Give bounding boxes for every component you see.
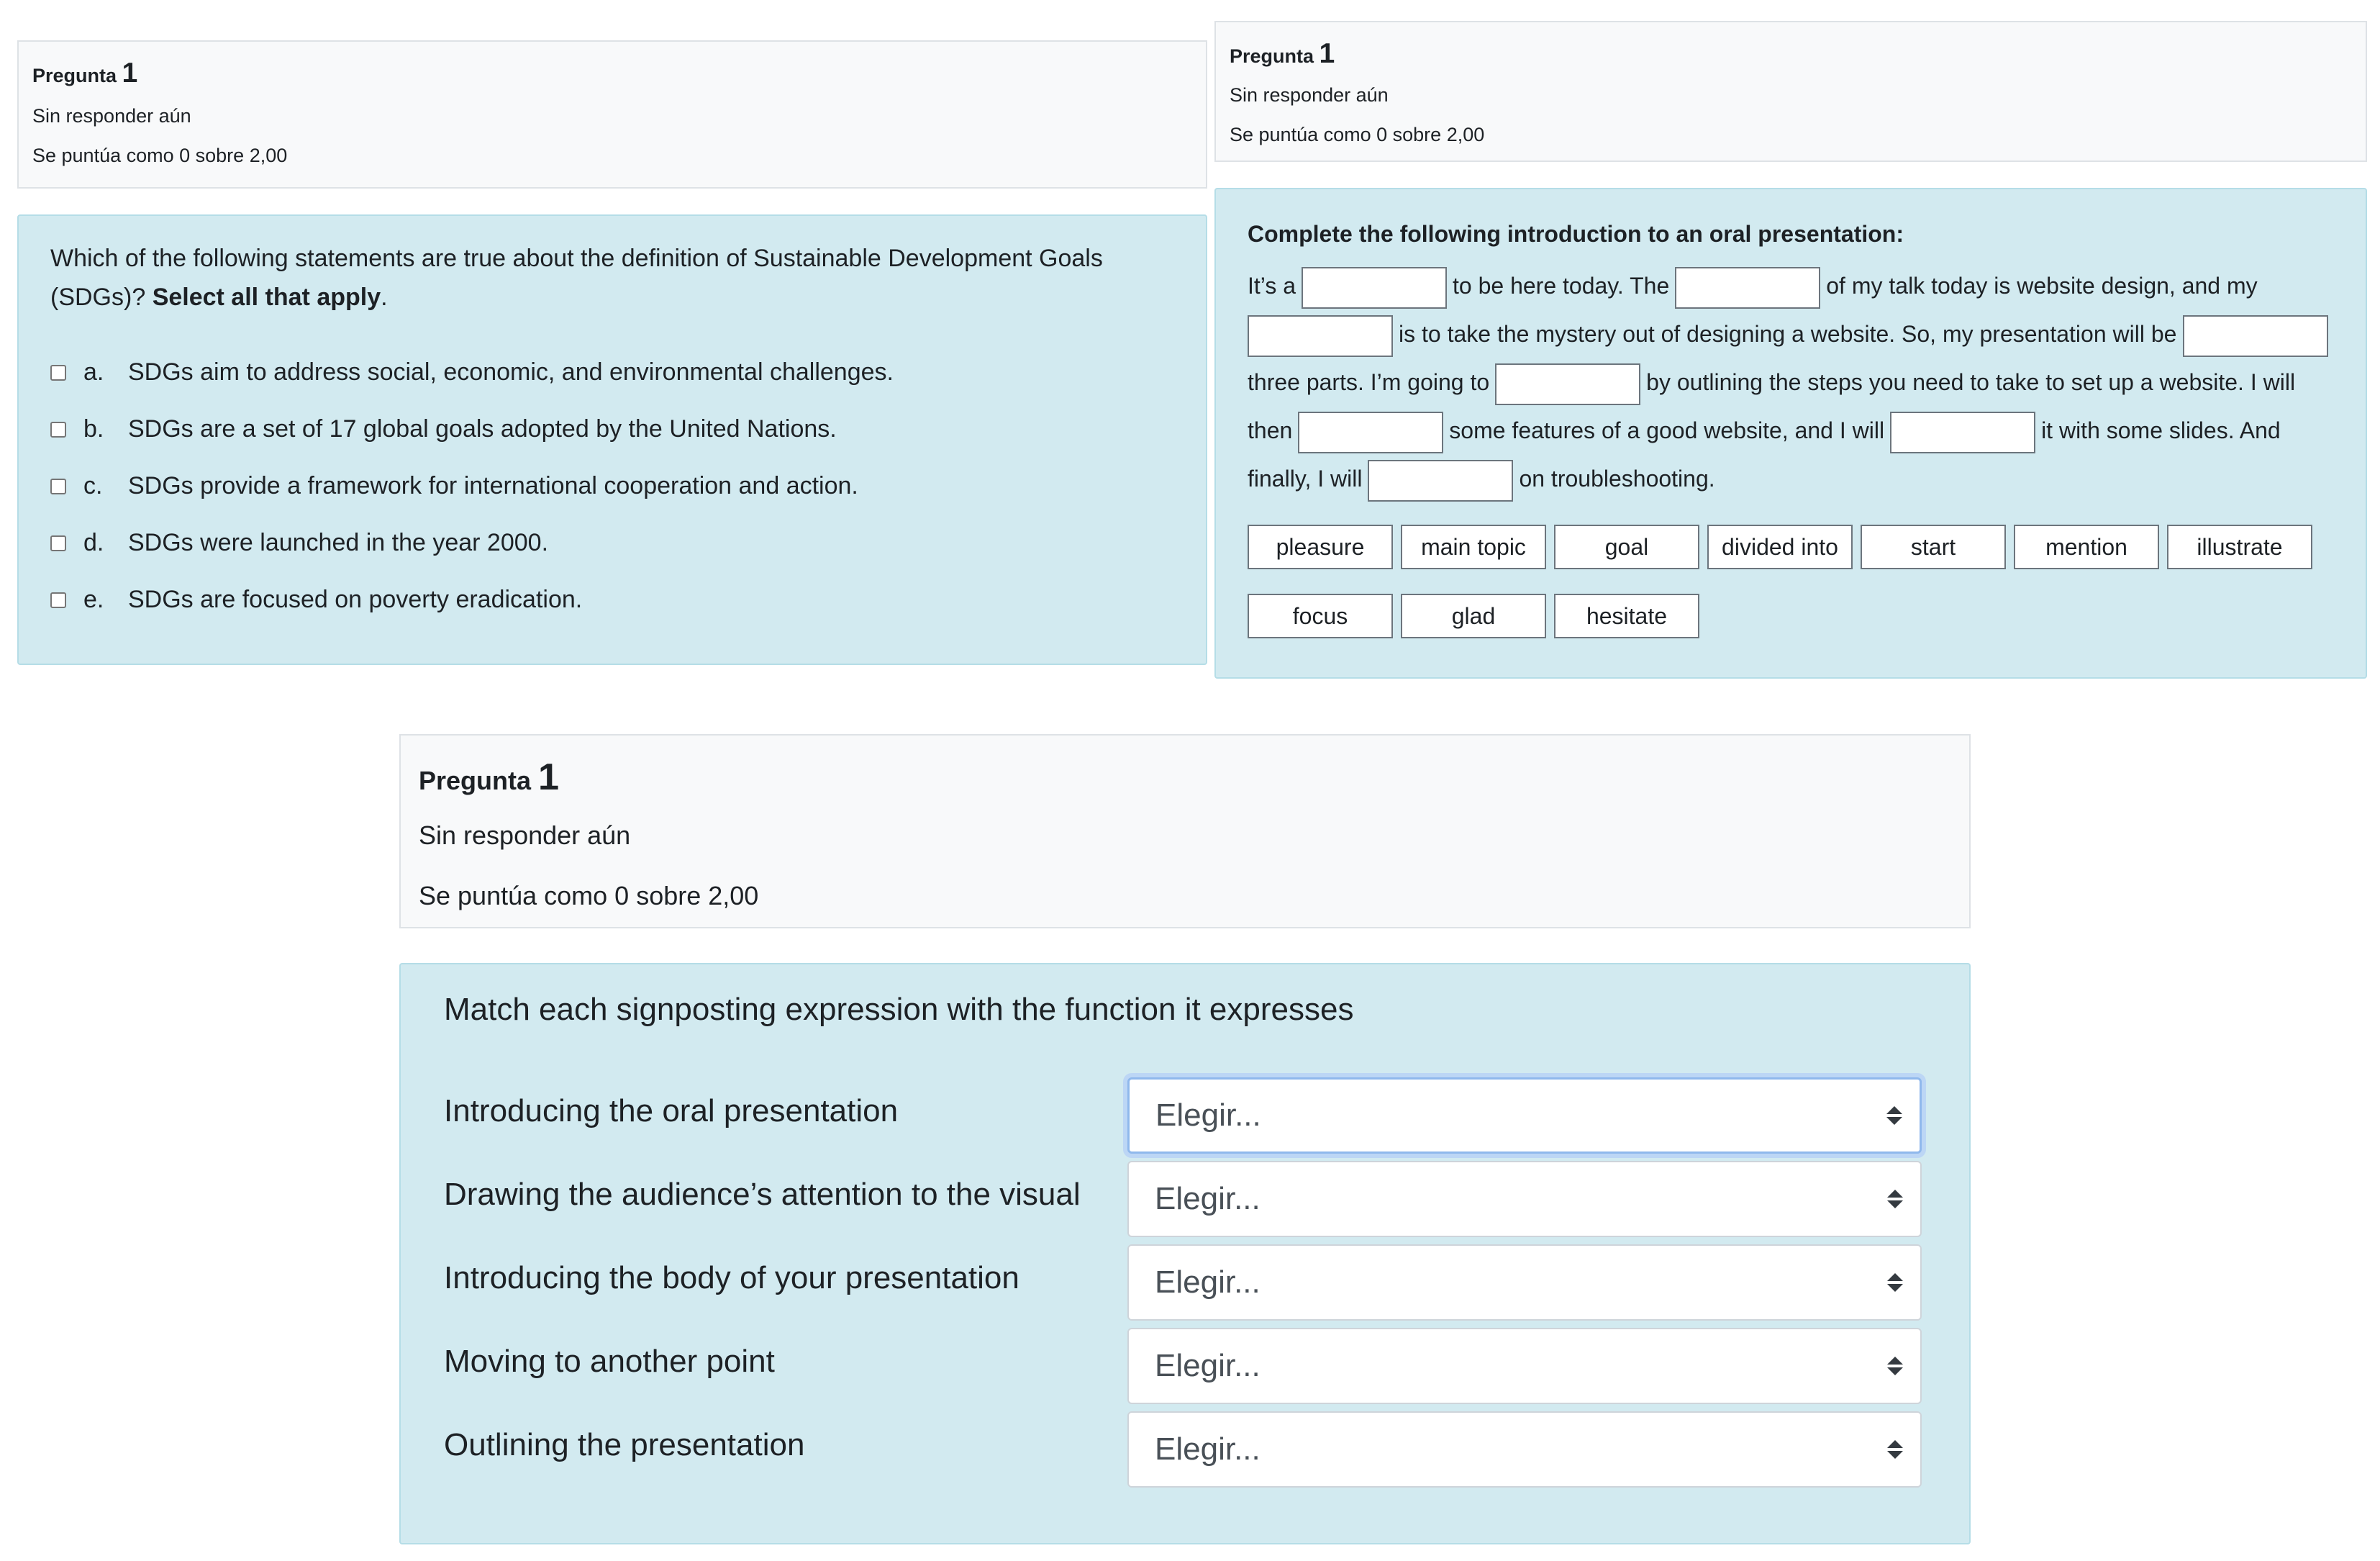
question-grade: Se puntúa como 0 sobre 2,00	[1230, 124, 1485, 145]
chevron-updown-icon	[1887, 1357, 1903, 1375]
drag-choice[interactable]: goal	[1554, 525, 1699, 569]
question-info-panel	[17, 40, 1207, 189]
answer-checkbox[interactable]	[50, 535, 66, 551]
drop-zone[interactable]	[1890, 412, 2035, 453]
match-select[interactable]	[1127, 1328, 1922, 1404]
chevron-updown-icon	[1887, 1190, 1903, 1208]
drag-choice[interactable]: main topic	[1401, 525, 1546, 569]
drag-choice[interactable]: illustrate	[2167, 525, 2312, 569]
drop-zone[interactable]	[1675, 267, 1820, 309]
select-value: Elegir...	[1155, 1264, 1261, 1300]
answer-option[interactable]	[50, 458, 1174, 515]
answer-option[interactable]	[50, 401, 1174, 458]
question-grade: Se puntúa como 0 sobre 2,00	[32, 145, 288, 166]
answer-text: SDGs provide a framework for international cooperation and action.	[128, 472, 858, 499]
answer-list	[50, 344, 1174, 628]
drag-choice[interactable]: glad	[1401, 594, 1546, 638]
match-select[interactable]	[1127, 1077, 1922, 1154]
answer-text: SDGs were launched in the year 2000.	[128, 529, 549, 556]
answer-text: SDGs aim to address social, economic, and environmental challenges.	[128, 358, 894, 386]
answer-text: SDGs are a set of 17 global goals adopted by the United Nations.	[128, 415, 837, 443]
answer-checkbox[interactable]	[50, 422, 66, 438]
answer-letter: d.	[83, 529, 104, 556]
select-value: Elegir...	[1155, 1098, 1261, 1133]
question-content-match	[399, 963, 1971, 1544]
answer-letter: e.	[83, 586, 104, 613]
text-segment: It’s a	[1248, 273, 1296, 299]
drop-zone[interactable]	[1248, 315, 1393, 357]
question-prompt: Complete the following introduction to an oral presentation:	[1248, 221, 1904, 247]
question-info-panel	[1214, 21, 2367, 162]
chevron-updown-icon	[1886, 1106, 1902, 1125]
question-label: Pregunta 1	[419, 756, 560, 798]
drag-choice[interactable]: focus	[1248, 594, 1393, 638]
match-row	[444, 1408, 1969, 1491]
match-row	[444, 1157, 1969, 1241]
question-state: Sin responder aún	[1230, 84, 1389, 106]
question-state: Sin responder aún	[419, 820, 631, 850]
question-label: Pregunta 1	[32, 58, 138, 89]
text-segment: it with some slides. And finally, I will	[1248, 417, 2281, 492]
match-stem: Outlining the presentation	[444, 1427, 805, 1462]
match-select[interactable]	[1127, 1161, 1922, 1237]
question-label: Pregunta 1	[1230, 38, 1335, 69]
drop-zone[interactable]	[2183, 315, 2328, 357]
prompt-emphasis: Select all that apply	[152, 284, 381, 311]
answer-option[interactable]	[50, 571, 1174, 628]
match-stem: Introducing the body of your presentation	[444, 1260, 1019, 1295]
question-state: Sin responder aún	[32, 105, 191, 127]
answer-option[interactable]	[50, 344, 1174, 401]
drag-choice[interactable]: mention	[2014, 525, 2159, 569]
select-value: Elegir...	[1155, 1348, 1261, 1383]
question-info-panel	[399, 734, 1971, 928]
select-value: Elegir...	[1155, 1181, 1261, 1216]
match-stem: Drawing the audience’s attention to the visual	[444, 1177, 1081, 1212]
chevron-updown-icon	[1887, 1273, 1903, 1292]
drag-choice[interactable]: pleasure	[1248, 525, 1393, 569]
text-segment: by outlining the steps you need to take to set up a website. I will then	[1248, 369, 2296, 443]
answer-text: SDGs are focused on poverty eradication.	[128, 586, 583, 613]
answer-letter: c.	[83, 472, 103, 499]
cloze-text	[1248, 262, 2341, 503]
answer-checkbox[interactable]	[50, 479, 66, 494]
match-row	[444, 1074, 1969, 1157]
match-stem: Moving to another point	[444, 1344, 775, 1379]
drop-zone[interactable]	[1302, 267, 1447, 309]
answer-checkbox[interactable]	[50, 365, 66, 381]
drop-zone[interactable]	[1495, 363, 1640, 405]
match-select[interactable]	[1127, 1411, 1922, 1488]
question-number: 1	[122, 58, 138, 89]
question-prompt: Which of the following statements are true about the definition of Sustainable Development Goals (SDGs)? Select all that apply.	[50, 245, 1103, 311]
chevron-updown-icon	[1887, 1440, 1903, 1459]
drop-zone[interactable]	[1368, 460, 1513, 502]
question-number: 1	[1319, 38, 1335, 69]
question-content-ddwtos	[1214, 188, 2367, 679]
match-stem: Introducing the oral presentation	[444, 1093, 899, 1128]
match-select[interactable]	[1127, 1244, 1922, 1321]
drag-choice[interactable]: hesitate	[1554, 594, 1699, 638]
text-segment: some features of a good website, and I will	[1449, 417, 1885, 443]
answer-letter: a.	[83, 358, 104, 386]
text-segment: to be here today. The	[1453, 273, 1670, 299]
drag-choice[interactable]: start	[1861, 525, 2006, 569]
text-segment: is to take the mystery out of designing a website. So, my presentation will be	[1399, 321, 2177, 347]
answer-letter: b.	[83, 415, 104, 443]
question-number: 1	[538, 756, 560, 798]
text-segment: three parts. I’m going to	[1248, 369, 1490, 395]
match-row	[444, 1241, 1969, 1324]
select-value: Elegir...	[1155, 1431, 1261, 1467]
drag-choices	[1248, 525, 2334, 638]
drag-choice[interactable]: divided into	[1707, 525, 1853, 569]
question-prompt: Match each signposting expression with the function it expresses	[444, 992, 1354, 1027]
question-content-multichoice	[17, 214, 1207, 665]
match-row	[444, 1324, 1969, 1408]
question-grade: Se puntúa como 0 sobre 2,00	[419, 881, 759, 910]
text-segment: on troubleshooting.	[1519, 466, 1715, 492]
text-segment: of my talk today is website design, and my	[1826, 273, 2258, 299]
drop-zone[interactable]	[1298, 412, 1443, 453]
answer-checkbox[interactable]	[50, 592, 66, 608]
answer-option[interactable]	[50, 515, 1174, 571]
